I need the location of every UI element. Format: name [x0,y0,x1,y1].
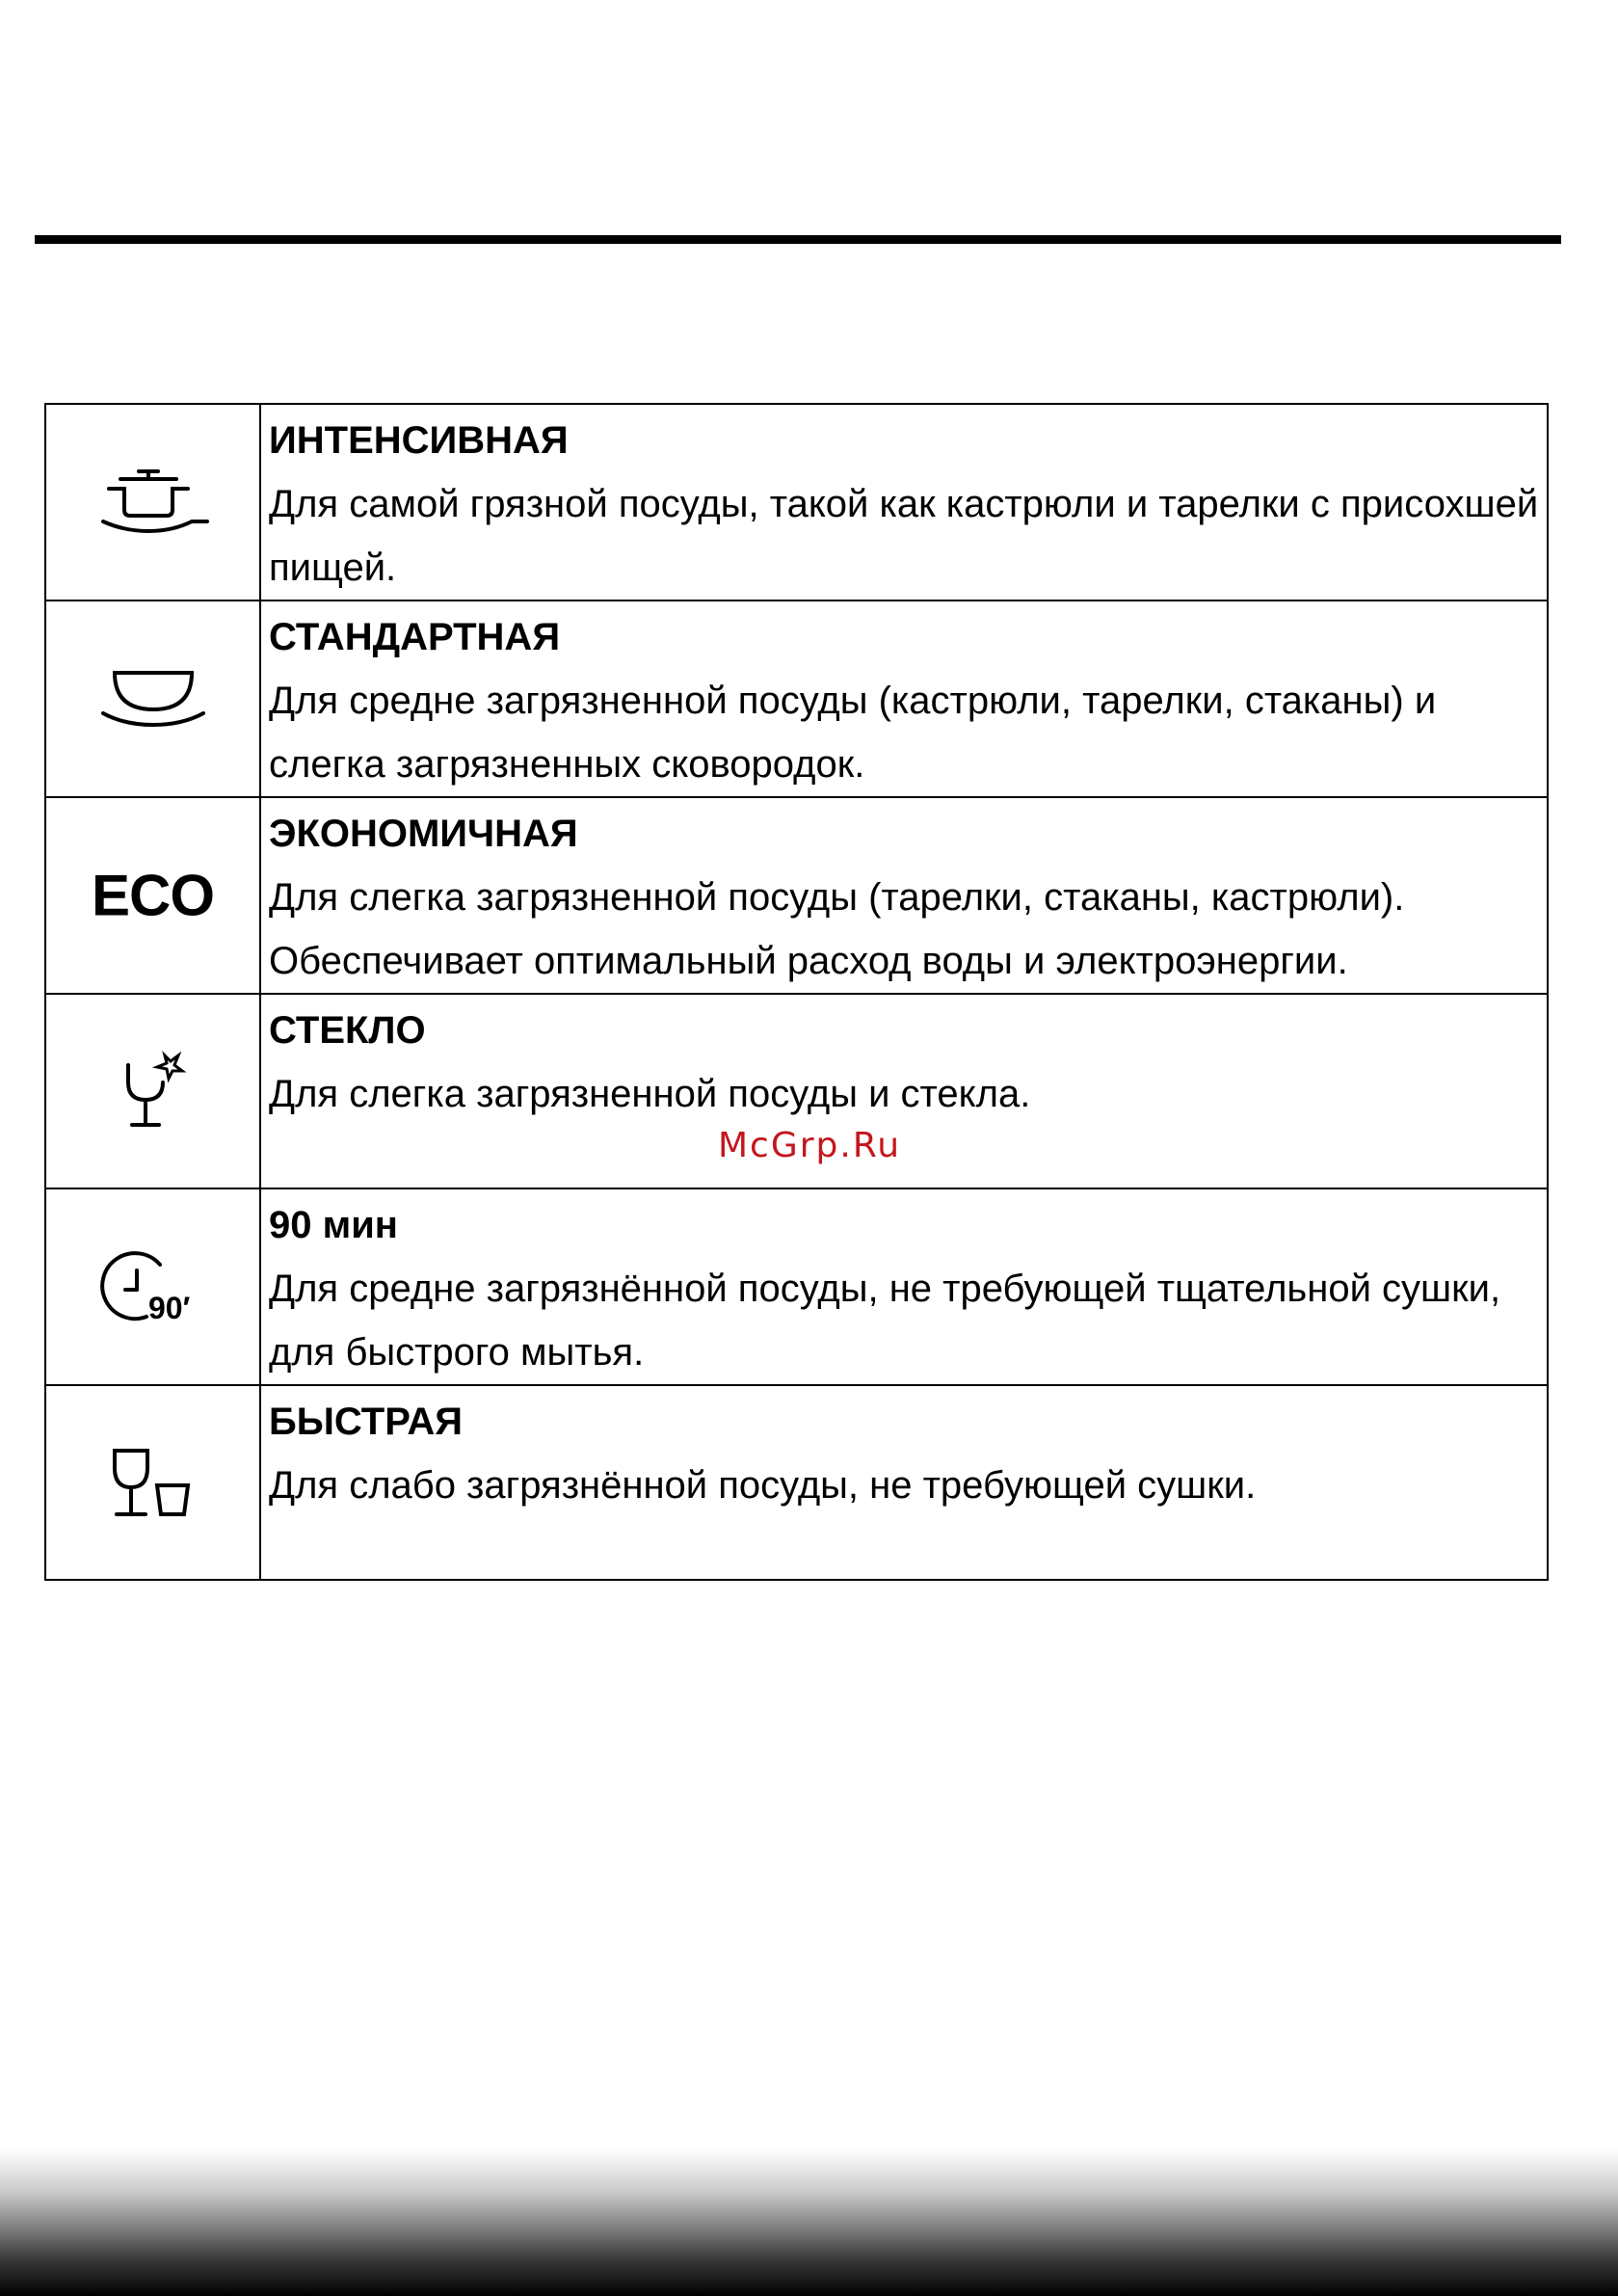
icon-cell [45,797,260,994]
program-row-intensive [45,404,1548,601]
glass-cup-icon [105,1439,201,1526]
program-row-eco [45,797,1548,994]
text-cell [260,404,1548,601]
program-description: Для слегка загрязненной посуды (тарелки, стаканы, кастрюли). Обеспечивает оптимальный расход воды и электроэнергии. [269,876,1405,982]
program-title: БЫСТРАЯ [269,1401,464,1443]
watermark: McGrp.Ru [718,1126,902,1165]
icon-cell [45,1188,260,1385]
program-title: ЭКОНОМИЧНАЯ [269,813,578,855]
icon-cell [45,404,260,601]
program-row-quick [45,1385,1548,1580]
program-title: ИНТЕНСИВНАЯ [269,419,569,462]
program-description: Для средне загрязненной посуды (кастрюли, тарелки, стаканы) и слегка загрязненных сковородок. [269,680,1437,786]
bottom-scan-shadow [0,2149,1618,2296]
text-cell [260,797,1548,994]
programs-table [44,403,1549,1581]
icon-cell [45,1385,260,1580]
clock-90-icon [100,1243,206,1330]
top-rule [35,235,1561,244]
text-cell [260,601,1548,797]
standard-bowl-icon [95,665,211,733]
text-cell [260,994,1548,1188]
icon-cell [45,994,260,1188]
program-description: Для слегка загрязненной посуды и стекла. [269,1073,1031,1115]
program-description: Для самой грязной посуды, такой как кастрюли и тарелки с присохшей пищей. [269,483,1539,589]
glass-sparkle-icon [115,1048,192,1135]
intensive-pot-icon [95,464,211,541]
program-description: Для средне загрязнённой посуды, не требующей тщательной сушки, для быстрого мытья. [269,1268,1501,1374]
clock-90-label: 90′ [147,1291,190,1325]
text-cell [260,1385,1548,1580]
program-title: СТЕКЛО [269,1009,426,1052]
program-title: СТАНДАРТНАЯ [269,616,561,658]
icon-cell [45,601,260,797]
eco-icon: ECO [91,863,215,928]
text-cell [260,1188,1548,1385]
program-description: Для слабо загрязнённой посуды, не требующей сушки. [269,1464,1257,1507]
program-row-standard [45,601,1548,797]
program-title: 90 мин [269,1204,398,1246]
program-row-90min [45,1188,1548,1385]
